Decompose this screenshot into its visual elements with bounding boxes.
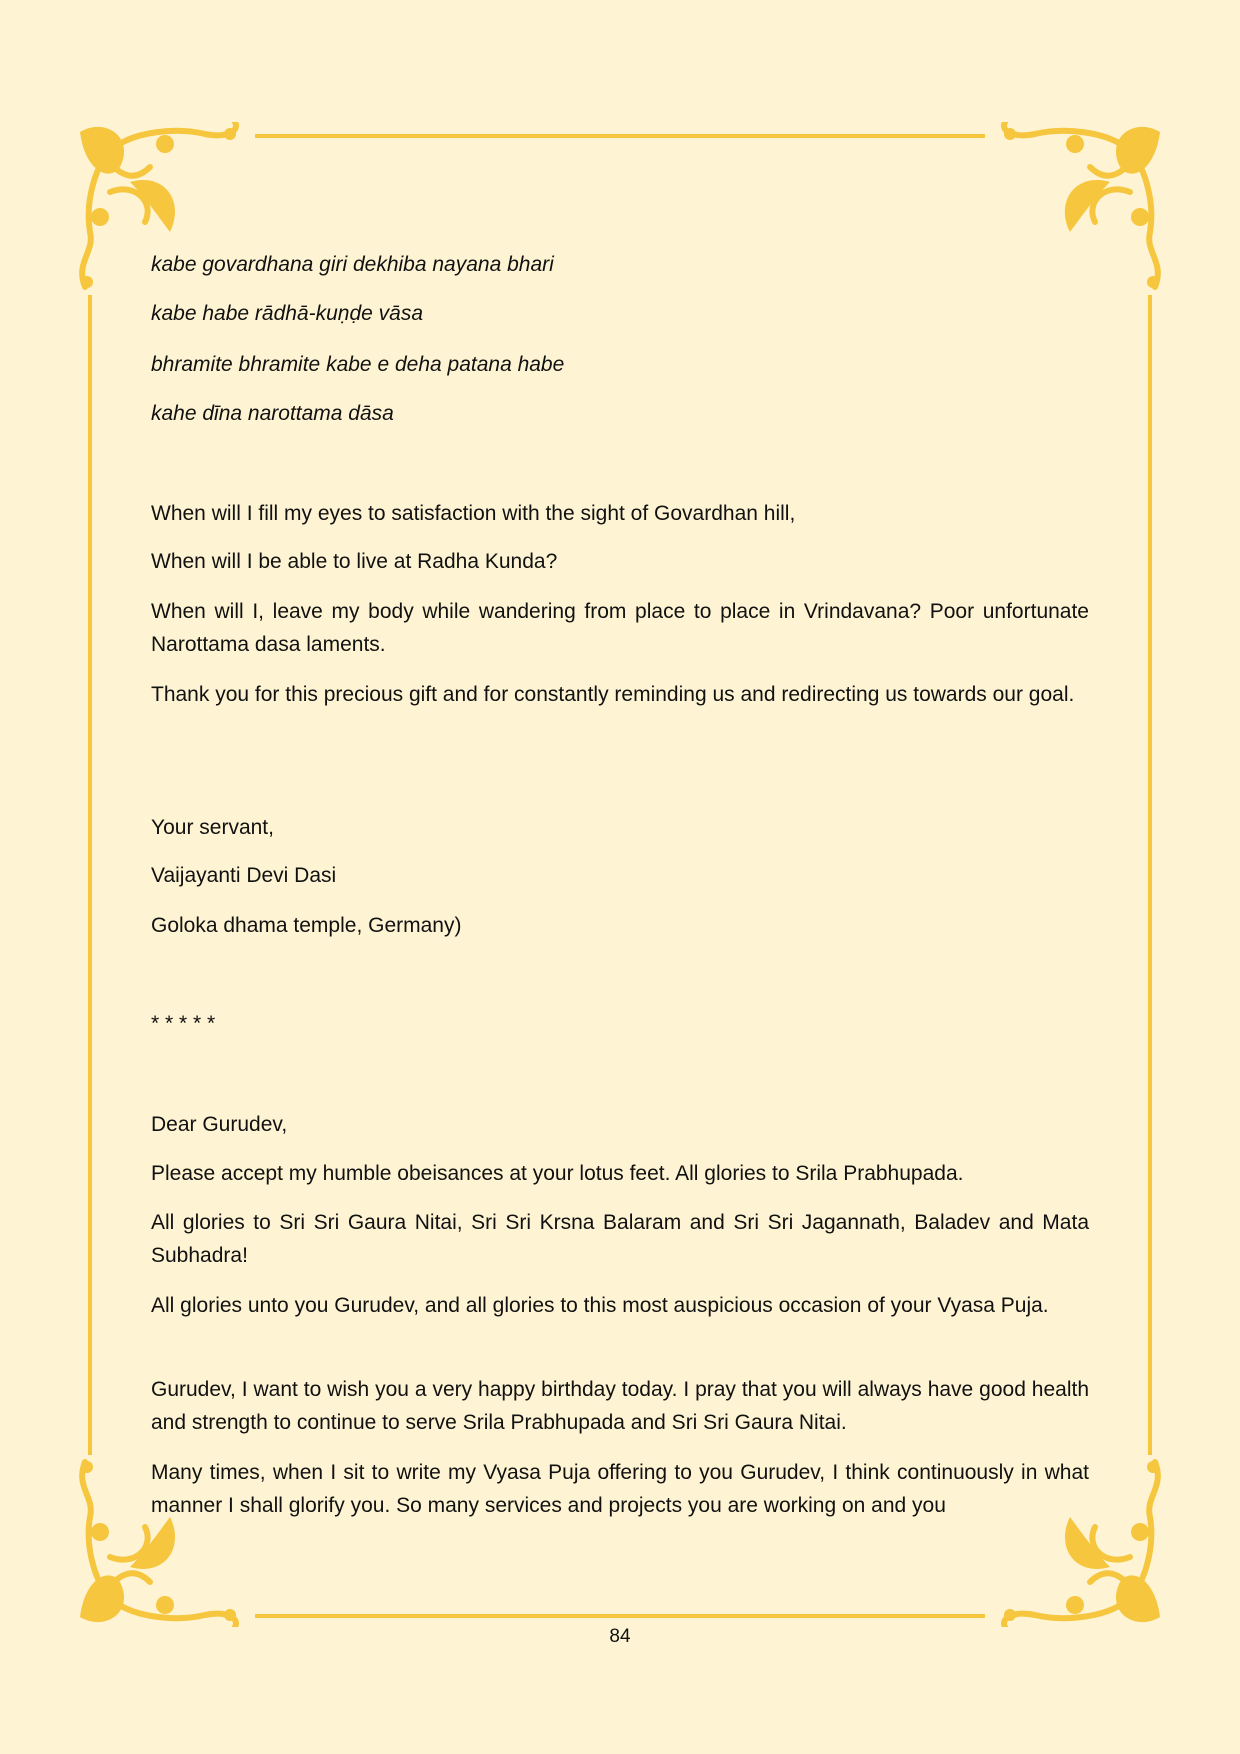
section-separator: * * * * * bbox=[151, 1012, 216, 1035]
translation-line: When will I be able to live at Radha Kunda? bbox=[151, 550, 558, 573]
salutation: Dear Gurudev, bbox=[151, 1113, 288, 1136]
letter-paragraph: All glories to Sri Sri Gaura Nitai, Sri Sri Krsna Balaram and Sri Sri Jagannath, Baladev and Mata Subhadra! bbox=[151, 1211, 1089, 1267]
verse-line: kabe govardhana giri dekhiba nayana bhari bbox=[151, 253, 554, 276]
verse-line: kabe habe rādhā-kuṇḍe vāsa bbox=[151, 302, 424, 325]
verse-line: bhramite bhramite kabe e deha patana habe bbox=[151, 353, 565, 376]
signature-location: Goloka dhama temple, Germany) bbox=[151, 914, 462, 937]
border-top bbox=[255, 134, 985, 138]
signature-name: Vaijayanti Devi Dasi bbox=[151, 864, 337, 887]
thanks-paragraph: Thank you for this precious gift and for constantly reminding us and redirecting us towards our goal. bbox=[151, 683, 1075, 706]
signature-closing: Your servant, bbox=[151, 816, 274, 839]
letter-paragraph: All glories unto you Gurudev, and all glories to this most auspicious occasion of your Vyasa Puja. bbox=[151, 1294, 1049, 1317]
translation-line: When will I, leave my body while wandering from place to place in Vrindavana? Poor unfortunate Narottama dasa laments. bbox=[151, 600, 1089, 656]
border-right bbox=[1148, 295, 1152, 1455]
letter-paragraph: Gurudev, I want to wish you a very happy birthday today. I pray that you will always have good health and strength to continue to serve Srila Prabhupada and Sri Sri Gaura Nitai. bbox=[151, 1378, 1089, 1434]
page-number: 84 bbox=[609, 1626, 631, 1647]
border-left bbox=[88, 295, 92, 1455]
translation-line: When will I fill my eyes to satisfaction with the sight of Govardhan hill, bbox=[151, 502, 796, 525]
border-bottom bbox=[255, 1614, 985, 1618]
letter-paragraph: Please accept my humble obeisances at your lotus feet. All glories to Srila Prabhupada. bbox=[151, 1162, 964, 1185]
verse-line: kahe dīna narottama dāsa bbox=[151, 402, 394, 425]
letter-paragraph: Many times, when I sit to write my Vyasa Puja offering to you Gurudev, I think continuously in what manner I shall glorify you. So many services and projects you are working on and you bbox=[151, 1461, 1089, 1517]
